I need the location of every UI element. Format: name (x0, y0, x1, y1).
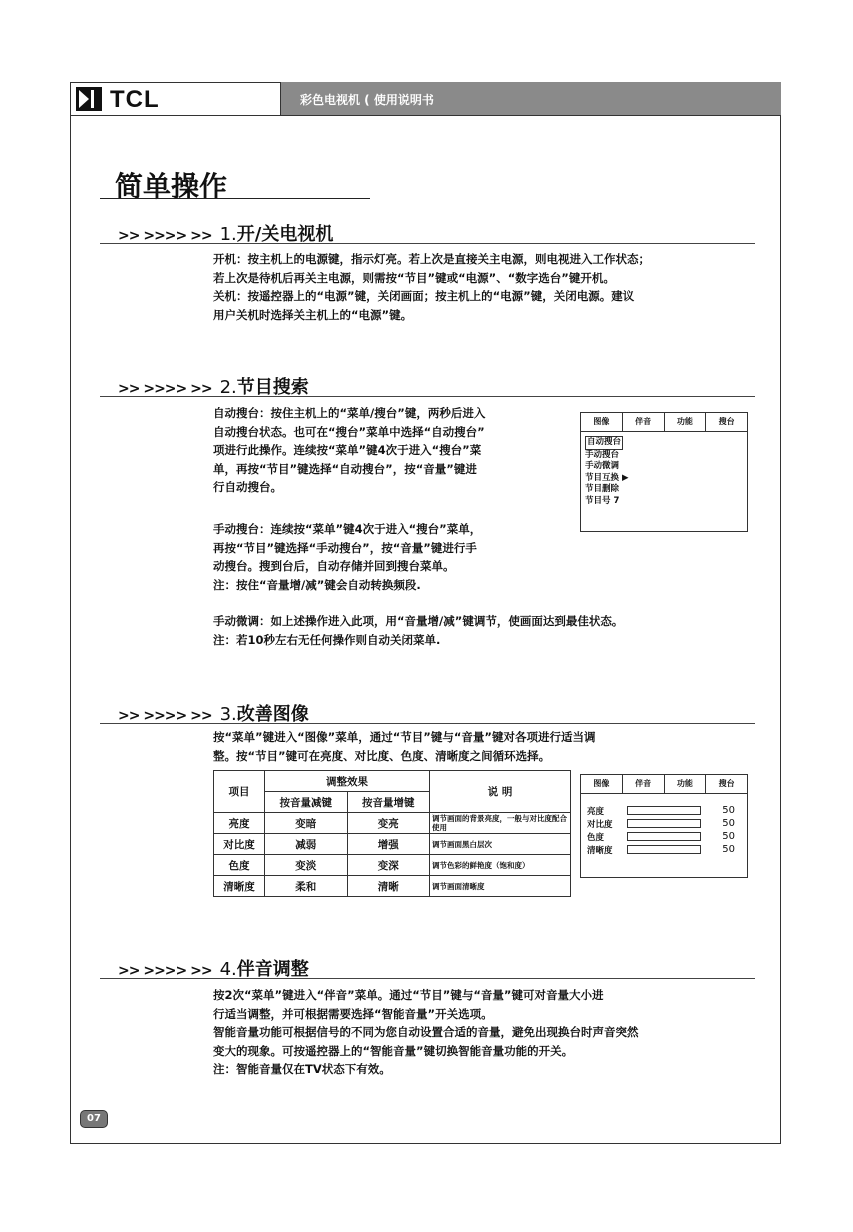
menu-item: 节目互换 ▶ (585, 472, 629, 483)
menu-item: 手动微调 (585, 461, 620, 471)
menu-tab: 搜台 (718, 779, 735, 788)
level-bar (627, 845, 701, 854)
section-1-text: 开机：按主机上的电源键，指示灯亮。若上次是直接关主电源，则电视进入工作状态； 若上次是待机后再关主电源，则需按“节目”键或“电源”、“数字选台”键开机。 关机：按遥控器上的“电源”键，关闭画面；按主机上的“电源”键，关闭电源。建议 用户关机时选择关主机上的“电源”键。 (213, 252, 650, 322)
search-menu-illustration (580, 412, 748, 532)
section-3-text: 按“菜单”键进入“图像”菜单，通过“节目”键与“音量”键对各项进行适当调 整。按“节目”键可在亮度、对比度、色度、清晰度之间循环选择。 (213, 730, 596, 763)
menu-tab: 功能 (665, 413, 707, 431)
fine-tune-text: 手动微调：如上述操作进入此项，用“音量增/减”键调节，使画面达到最佳状态。 注：若10秒左右无任何操作则自动关闭菜单. (213, 614, 624, 647)
table-header: 项目 (214, 771, 265, 813)
menu-item: 节目号 7 (585, 495, 620, 506)
level-bar (627, 819, 701, 828)
table-header: 调整效果 (265, 771, 430, 792)
picture-setting-row: 对比度 50 (587, 818, 735, 830)
table-row: 对比度 减弱 增强 调节画面黑白层次 (214, 834, 571, 855)
menu-tab: 伴音 (623, 413, 665, 431)
auto-search-text: 自动搜台：按住主机上的“菜单/搜台”键，两秒后进入 自动搜台状态。也可在“搜台”菜单中选择“自动搜台” 项进行此操作。连续按“菜单”键4次于进入“搜台”菜 单，再按“节目”键选择“自动搜台”，按“音量”键进 行自动搜台。 (213, 406, 486, 494)
menu-item: 节目删除 (585, 484, 620, 494)
section-4-rule (100, 978, 755, 979)
manual-search-text: 手动搜台：连续按“菜单”键4次于进入“搜台”菜单， 再按“节目”键选择“手动搜台”，按“音量”键进行手 动搜台。搜到台后，自动存储并回到搜台菜单。 注：按住“音量增/减”键会自动转换频段. (213, 522, 482, 592)
table-header: 按音量减键 (265, 792, 348, 813)
level-bar (627, 806, 701, 815)
menu-item-selected: 自动搜台 (585, 436, 623, 450)
section-4-text: 按2次“菜单”键进入“伴音”菜单。通过“节目”键与“音量”键可对音量大小进 行适当调整，并可根据需要选择“智能音量”开关选项。 智能音量功能可根据信号的不同为您自动设置合适的音量，避免出现换台时声音突然 变大的现象。可按遥控器上的“智能音量”键切换智能音量功能的开关。 注：智能音量仅在TV状态下有效。 (213, 988, 639, 1076)
menu-tab: 搜台 (718, 417, 735, 426)
adjustment-table (213, 770, 571, 897)
section-2-rule (100, 396, 755, 397)
menu-item: 手动搜台 (585, 449, 620, 460)
section-arrows: >> >>>> >> (118, 228, 212, 244)
picture-setting-row: 清晰度 50 (587, 844, 735, 856)
table-header: 说 明 (430, 771, 571, 813)
section-3-rule (100, 723, 755, 724)
page-title: 简单操作 (115, 170, 228, 203)
picture-menu-illustration (580, 774, 748, 878)
menu-tab: 图像 (581, 413, 623, 431)
table-header: 按音量增键 (347, 792, 430, 813)
table-row: 色度 变淡 变深 调节色彩的鲜艳度（饱和度） (214, 855, 571, 876)
tcl-logo-icon (76, 87, 102, 111)
section-1-heading: >> >>>> >> 1.开/关电视机 (118, 224, 334, 245)
picture-setting-row: 色度 50 (587, 831, 735, 843)
menu-tab: 伴音 (623, 775, 665, 793)
picture-setting-row: 亮度 50 (587, 805, 735, 817)
logo-text: TCL (110, 86, 160, 113)
menu-tab: 图像 (581, 775, 623, 793)
page-number: 07 (80, 1110, 108, 1128)
table-row: 清晰度 柔和 清晰 调节画面清晰度 (214, 876, 571, 897)
level-bar (627, 832, 701, 841)
section-2-heading: >> >>>> >> 2.节目搜索 (118, 377, 309, 398)
doc-title: 彩色电视机 ( 使用说明书 (300, 93, 434, 107)
title-rule (100, 198, 370, 199)
section-4-heading: >> >>>> >> 4.伴音调整 (118, 959, 309, 980)
section-1-rule (100, 243, 755, 244)
table-row: 亮度 变暗 变亮 调节画面的背景亮度，一般与对比度配合使用 (214, 813, 571, 834)
section-3-heading: >> >>>> >> 3.改善图像 (118, 704, 309, 725)
menu-tab: 功能 (665, 775, 707, 793)
